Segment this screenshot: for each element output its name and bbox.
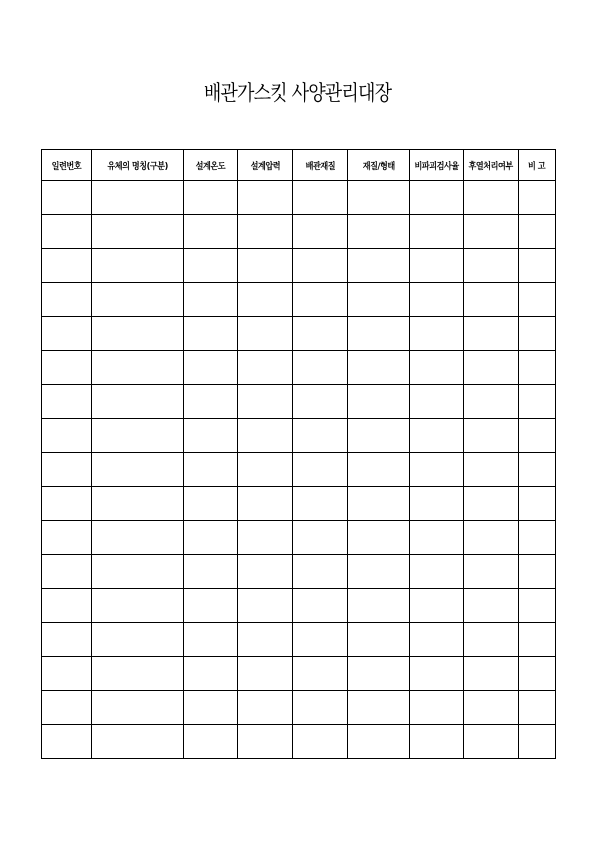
table-cell[interactable] <box>348 385 410 419</box>
table-cell[interactable] <box>519 555 556 589</box>
table-cell[interactable] <box>238 691 293 725</box>
col-header-remarks: 비 고 <box>519 150 556 181</box>
table-cell[interactable] <box>92 691 184 725</box>
col-header-serial-number: 일련번호 <box>42 150 92 181</box>
table-row <box>42 487 556 521</box>
col-header-pwht: 후열처리여부 <box>464 150 519 181</box>
table-cell[interactable] <box>464 351 519 385</box>
table-cell[interactable] <box>238 181 293 215</box>
col-header-design-temperature: 설계온도 <box>184 150 238 181</box>
table-cell[interactable] <box>293 453 348 487</box>
table-cell[interactable] <box>293 419 348 453</box>
table-row <box>42 453 556 487</box>
table-cell[interactable] <box>92 487 184 521</box>
table-body <box>42 181 556 759</box>
table-cell[interactable] <box>238 351 293 385</box>
table-cell[interactable] <box>184 589 238 623</box>
table-cell[interactable] <box>238 521 293 555</box>
table-cell[interactable] <box>42 249 92 283</box>
table-cell[interactable] <box>238 623 293 657</box>
table-cell[interactable] <box>464 385 519 419</box>
table-cell[interactable] <box>184 249 238 283</box>
table-cell[interactable] <box>92 317 184 351</box>
table-cell[interactable] <box>348 317 410 351</box>
table-cell[interactable] <box>293 215 348 249</box>
table-cell[interactable] <box>42 283 92 317</box>
table-cell[interactable] <box>184 181 238 215</box>
table-cell[interactable] <box>519 215 556 249</box>
table-cell[interactable] <box>42 521 92 555</box>
table-cell[interactable] <box>293 351 348 385</box>
table-cell[interactable] <box>519 351 556 385</box>
table-cell[interactable] <box>42 385 92 419</box>
table-cell[interactable] <box>238 555 293 589</box>
table-cell[interactable] <box>293 589 348 623</box>
table-cell[interactable] <box>410 555 464 589</box>
table-cell[interactable] <box>410 521 464 555</box>
table-cell[interactable] <box>293 487 348 521</box>
table-cell[interactable] <box>293 385 348 419</box>
table-cell[interactable] <box>464 725 519 759</box>
table-cell[interactable] <box>238 725 293 759</box>
table-cell[interactable] <box>348 691 410 725</box>
table-cell[interactable] <box>348 283 410 317</box>
table-cell[interactable] <box>184 317 238 351</box>
table-cell[interactable] <box>238 419 293 453</box>
table-row <box>42 725 556 759</box>
table-row <box>42 419 556 453</box>
table-cell[interactable] <box>238 317 293 351</box>
table-cell[interactable] <box>42 589 92 623</box>
table-cell[interactable] <box>464 657 519 691</box>
table-cell[interactable] <box>42 419 92 453</box>
table-cell[interactable] <box>348 419 410 453</box>
table-cell[interactable] <box>348 181 410 215</box>
table-cell[interactable] <box>184 487 238 521</box>
table-cell[interactable] <box>293 691 348 725</box>
table-cell[interactable] <box>184 725 238 759</box>
table-cell[interactable] <box>42 453 92 487</box>
table-cell[interactable] <box>464 181 519 215</box>
table-row <box>42 181 556 215</box>
table-row <box>42 555 556 589</box>
table-cell[interactable] <box>92 249 184 283</box>
table-cell[interactable] <box>410 623 464 657</box>
table-row <box>42 385 556 419</box>
col-header-fluid-name: 유체의 명칭(구분) <box>92 150 184 181</box>
table-cell[interactable] <box>184 691 238 725</box>
table-cell[interactable] <box>42 555 92 589</box>
table-cell[interactable] <box>184 283 238 317</box>
table-cell[interactable] <box>464 215 519 249</box>
table-cell[interactable] <box>519 589 556 623</box>
table-cell[interactable] <box>410 351 464 385</box>
table-cell[interactable] <box>464 555 519 589</box>
table-cell[interactable] <box>348 487 410 521</box>
table-cell[interactable] <box>42 215 92 249</box>
table-cell[interactable] <box>519 283 556 317</box>
table-row <box>42 283 556 317</box>
table-cell[interactable] <box>348 555 410 589</box>
table-cell[interactable] <box>184 623 238 657</box>
table-cell[interactable] <box>184 453 238 487</box>
table-cell[interactable] <box>519 725 556 759</box>
table-cell[interactable] <box>410 215 464 249</box>
table-cell[interactable] <box>92 589 184 623</box>
table-cell[interactable] <box>348 453 410 487</box>
table-cell[interactable] <box>184 385 238 419</box>
table-cell[interactable] <box>184 351 238 385</box>
table-cell[interactable] <box>348 725 410 759</box>
table-cell[interactable] <box>42 657 92 691</box>
table-cell[interactable] <box>238 453 293 487</box>
table-cell[interactable] <box>464 691 519 725</box>
table-cell[interactable] <box>348 589 410 623</box>
table-cell[interactable] <box>519 657 556 691</box>
table-cell[interactable] <box>184 419 238 453</box>
table-cell[interactable] <box>238 487 293 521</box>
table-cell[interactable] <box>293 521 348 555</box>
table-cell[interactable] <box>348 215 410 249</box>
table-cell[interactable] <box>410 657 464 691</box>
table-cell[interactable] <box>92 623 184 657</box>
table-cell[interactable] <box>519 385 556 419</box>
table-row <box>42 657 556 691</box>
table-cell[interactable] <box>348 623 410 657</box>
table-cell[interactable] <box>293 283 348 317</box>
table-cell[interactable] <box>464 453 519 487</box>
table-cell[interactable] <box>92 385 184 419</box>
table-cell[interactable] <box>464 623 519 657</box>
table-cell[interactable] <box>464 283 519 317</box>
table-cell[interactable] <box>293 249 348 283</box>
table-cell[interactable] <box>92 453 184 487</box>
table-cell[interactable] <box>184 555 238 589</box>
table-cell[interactable] <box>293 725 348 759</box>
table-cell[interactable] <box>238 385 293 419</box>
table-cell[interactable] <box>464 521 519 555</box>
table-cell[interactable] <box>410 691 464 725</box>
table-cell[interactable] <box>519 623 556 657</box>
table-cell[interactable] <box>464 419 519 453</box>
table-cell[interactable] <box>348 657 410 691</box>
table-cell[interactable] <box>238 589 293 623</box>
table-cell[interactable] <box>92 351 184 385</box>
table-cell[interactable] <box>238 249 293 283</box>
table-cell[interactable] <box>464 487 519 521</box>
col-header-design-pressure: 설계압력 <box>238 150 293 181</box>
table-cell[interactable] <box>410 181 464 215</box>
table-cell[interactable] <box>42 623 92 657</box>
table-cell[interactable] <box>464 317 519 351</box>
table-cell[interactable] <box>293 657 348 691</box>
table-cell[interactable] <box>519 691 556 725</box>
table-cell[interactable] <box>519 419 556 453</box>
table-cell[interactable] <box>92 215 184 249</box>
table-cell[interactable] <box>410 385 464 419</box>
table-row <box>42 623 556 657</box>
table-cell[interactable] <box>184 657 238 691</box>
gasket-spec-table <box>41 149 556 759</box>
table-cell[interactable] <box>410 419 464 453</box>
table-cell[interactable] <box>293 623 348 657</box>
table-cell[interactable] <box>464 589 519 623</box>
table-row <box>42 317 556 351</box>
table-cell[interactable] <box>238 283 293 317</box>
table-cell[interactable] <box>293 181 348 215</box>
table-row <box>42 691 556 725</box>
table-cell[interactable] <box>238 215 293 249</box>
table-cell[interactable] <box>92 181 184 215</box>
table-cell[interactable] <box>519 453 556 487</box>
table-cell[interactable] <box>348 249 410 283</box>
col-header-pipe-material: 배관재질 <box>293 150 348 181</box>
table-cell[interactable] <box>293 555 348 589</box>
table-cell[interactable] <box>519 317 556 351</box>
col-header-material-type: 재질/형태 <box>348 150 410 181</box>
table-row <box>42 249 556 283</box>
table-cell[interactable] <box>519 249 556 283</box>
table-cell[interactable] <box>42 351 92 385</box>
table-cell[interactable] <box>293 317 348 351</box>
table-cell[interactable] <box>42 691 92 725</box>
table-row <box>42 351 556 385</box>
table-cell[interactable] <box>42 317 92 351</box>
table-cell[interactable] <box>348 521 410 555</box>
table-cell[interactable] <box>92 657 184 691</box>
table-row <box>42 521 556 555</box>
table-cell[interactable] <box>42 487 92 521</box>
table-cell[interactable] <box>42 725 92 759</box>
table-cell[interactable] <box>42 181 92 215</box>
table-cell[interactable] <box>92 521 184 555</box>
table-cell[interactable] <box>92 419 184 453</box>
table-cell[interactable] <box>410 317 464 351</box>
table-cell[interactable] <box>238 657 293 691</box>
table-cell[interactable] <box>184 215 238 249</box>
table-cell[interactable] <box>519 487 556 521</box>
table-cell[interactable] <box>410 725 464 759</box>
table-cell[interactable] <box>410 589 464 623</box>
table-cell[interactable] <box>464 249 519 283</box>
table-cell[interactable] <box>410 249 464 283</box>
table-row <box>42 215 556 249</box>
table-cell[interactable] <box>410 487 464 521</box>
table-cell[interactable] <box>519 521 556 555</box>
table-row <box>42 589 556 623</box>
table-cell[interactable] <box>184 521 238 555</box>
table-cell[interactable] <box>92 555 184 589</box>
header-row <box>42 150 556 181</box>
table-cell[interactable] <box>410 283 464 317</box>
table-cell[interactable] <box>92 283 184 317</box>
document-title: 배관가스킷 사양관리대장 <box>203 81 392 105</box>
table-cell[interactable] <box>410 453 464 487</box>
table-cell[interactable] <box>348 351 410 385</box>
col-header-ndt-rate: 비파괴검사율 <box>410 150 464 181</box>
table-cell[interactable] <box>92 725 184 759</box>
table-cell[interactable] <box>519 181 556 215</box>
